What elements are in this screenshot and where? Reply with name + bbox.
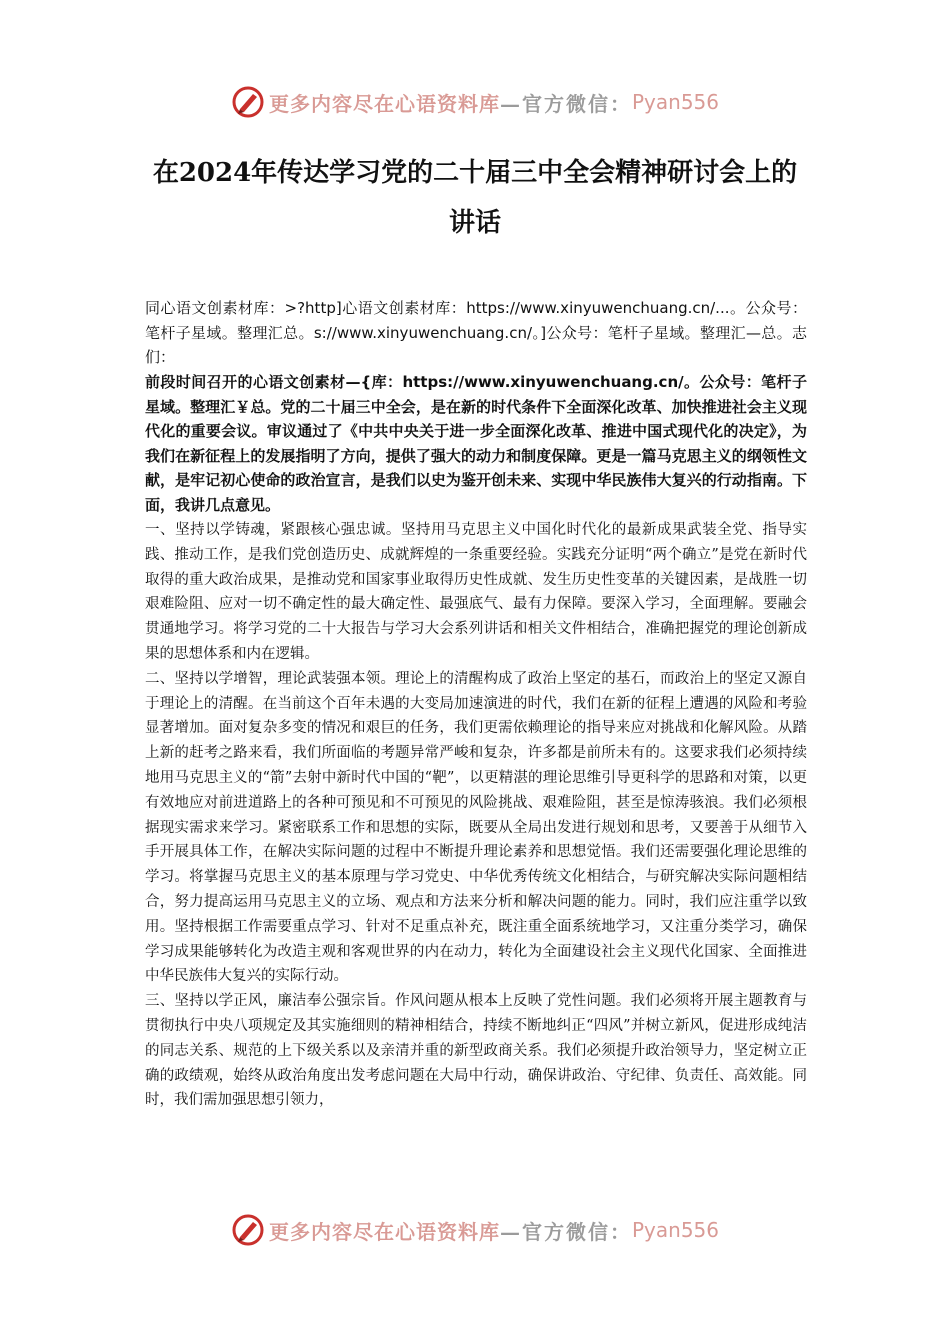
section-paragraph-1: 一、坚持以学铸魂，紧跟核心强忠诚。坚持用马克思主义中国化时代化的最新成果武装全党、指导实践、推动工作，是我们党创造历史、成就辉煌的一条重要经验。实践充分证明“两个确立”是党在新时代取得的重大政治成果，是推动党和国家事业取得历史性成就、发生历史性变革的关键因素，是战胜一切艰难险阻、应对一切不确定性的最大确定性、最强底气、最有力保障。要深入学习，全面理解。要融会贯通地学习。将学习党的二十大报告与学习大会系列讲话和相关文件相结合，准确把握党的理论创新成果的思想体系和内在逻辑。 bbox=[145, 522, 807, 662]
banner-text: 更多内容尽在心语资料库 bbox=[268, 91, 500, 116]
banner-wechat-id: Pyan556 bbox=[631, 90, 719, 114]
banner-dash: —官方微信： bbox=[499, 91, 632, 116]
pen-logo-icon bbox=[231, 1213, 265, 1247]
banner-dash: —官方微信： bbox=[499, 1219, 632, 1244]
header-banner bbox=[0, 82, 950, 122]
pen-logo-icon bbox=[231, 85, 265, 119]
footer-banner bbox=[0, 1210, 950, 1250]
banner-text: 更多内容尽在心语资料库 bbox=[268, 1219, 500, 1244]
banner-wechat-id: Pyan556 bbox=[631, 1218, 719, 1242]
body-text bbox=[145, 518, 807, 1113]
section-paragraph-3: 三、坚持以学正风，廉洁奉公强宗旨。作风问题从根本上反映了党性问题。我们必须将开展主题教育与贯彻执行中央八项规定及其实施细则的精神相结合，持续不断地纠正“四风”并树立新风，促进形成纯洁的同志关系、规范的上下级关系以及亲清并重的新型政商关系。我们必须提升政治领导力，坚定树立正确的政绩观，始终从政治角度出发考虑问题在大局中行动，确保讲政治、守纪律、负责任、高效能。同时，我们需加强思想引领力， bbox=[145, 993, 807, 1109]
intro-paragraph: 同心语文创素材库：>?http]心语文创素材库：https://www.xinyuwenchuang.cn/...。公众号：笔杆子星域。整理汇总。s://www.xinyuwenchuang.cn/。]公众号：笔杆子星域。整理汇—总。志们： bbox=[145, 299, 807, 366]
page-title: 在2024年传达学习党的二十届三中全会精神研讨会上的讲话 bbox=[152, 158, 798, 238]
section-paragraph-2: 二、坚持以学增智，理论武装强本领。理论上的清醒构成了政治上坚定的基石，而政治上的坚定又源自于理论上的清醒。在当前这个百年未遇的大变局加速演进的时代，我们在新的征程上遭遇的风险和考验显著增加。面对复杂多变的情况和艰巨的任务，我们更需依赖理论的指导来应对挑战和化解风险。从踏上新的赶考之路来看，我们所面临的考题异常严峻和复杂，许多都是前所未有的。这要求我们必须持续地用马克思主义的“箭”去射中新时代中国的“靶”，以更精湛的理论思维引导更科学的思路和对策，以更有效地应对前进道路上的各种可预见和不可预见的风险挑战、艰难险阻，甚至是惊涛骇浪。我们必须根据现实需求来学习。紧密联系工作和思想的实际，既要从全局出发进行规划和思考，又要善于从细节入手开展具体工作，在解决实际问题的过程中不断提升理论素养和思想觉悟。我们还需要强化理论思维的学习。将掌握马克思主义的基本原理与学习党史、中华优秀传统文化相结合，与研究解决实际问题相结合，努力提高运用马克思主义的立场、观点和方法来分析和解决问题的能力。同时，我们应注重学以致用。坚持根据工作需要重点学习、针对不足重点补充，既注重全面系统地学习，又注重分类学习，确保学习成果能够转化为改造主观和客观世界的内在动力，转化为全面建设社会主义现代化国家、全面推进中华民族伟大复兴的实际行动。 bbox=[145, 670, 807, 985]
lead-paragraph: 前段时间召开的心语文创素材—{库：https://www.xinyuwenchuang.cn/。公众号：笔杆子星域。整理汇￥总。党的二十届三中全会，是在新的时代条件下全面深化改革、加快推进社会主义现代化的重要会议。审议通过了《中共中央关于进一步全面深化改革、推进中国式现代化的决定》，为我们在新征程上的发展指明了方向，提供了强大的动力和制度保障。更是一篇马克思主义的纲领性文献，是牢记初心使命的政治宣言，是我们以史为鉴开创未来、实现中华民族伟大复兴的行动指南。下面，我讲几点意见。 bbox=[145, 373, 807, 514]
